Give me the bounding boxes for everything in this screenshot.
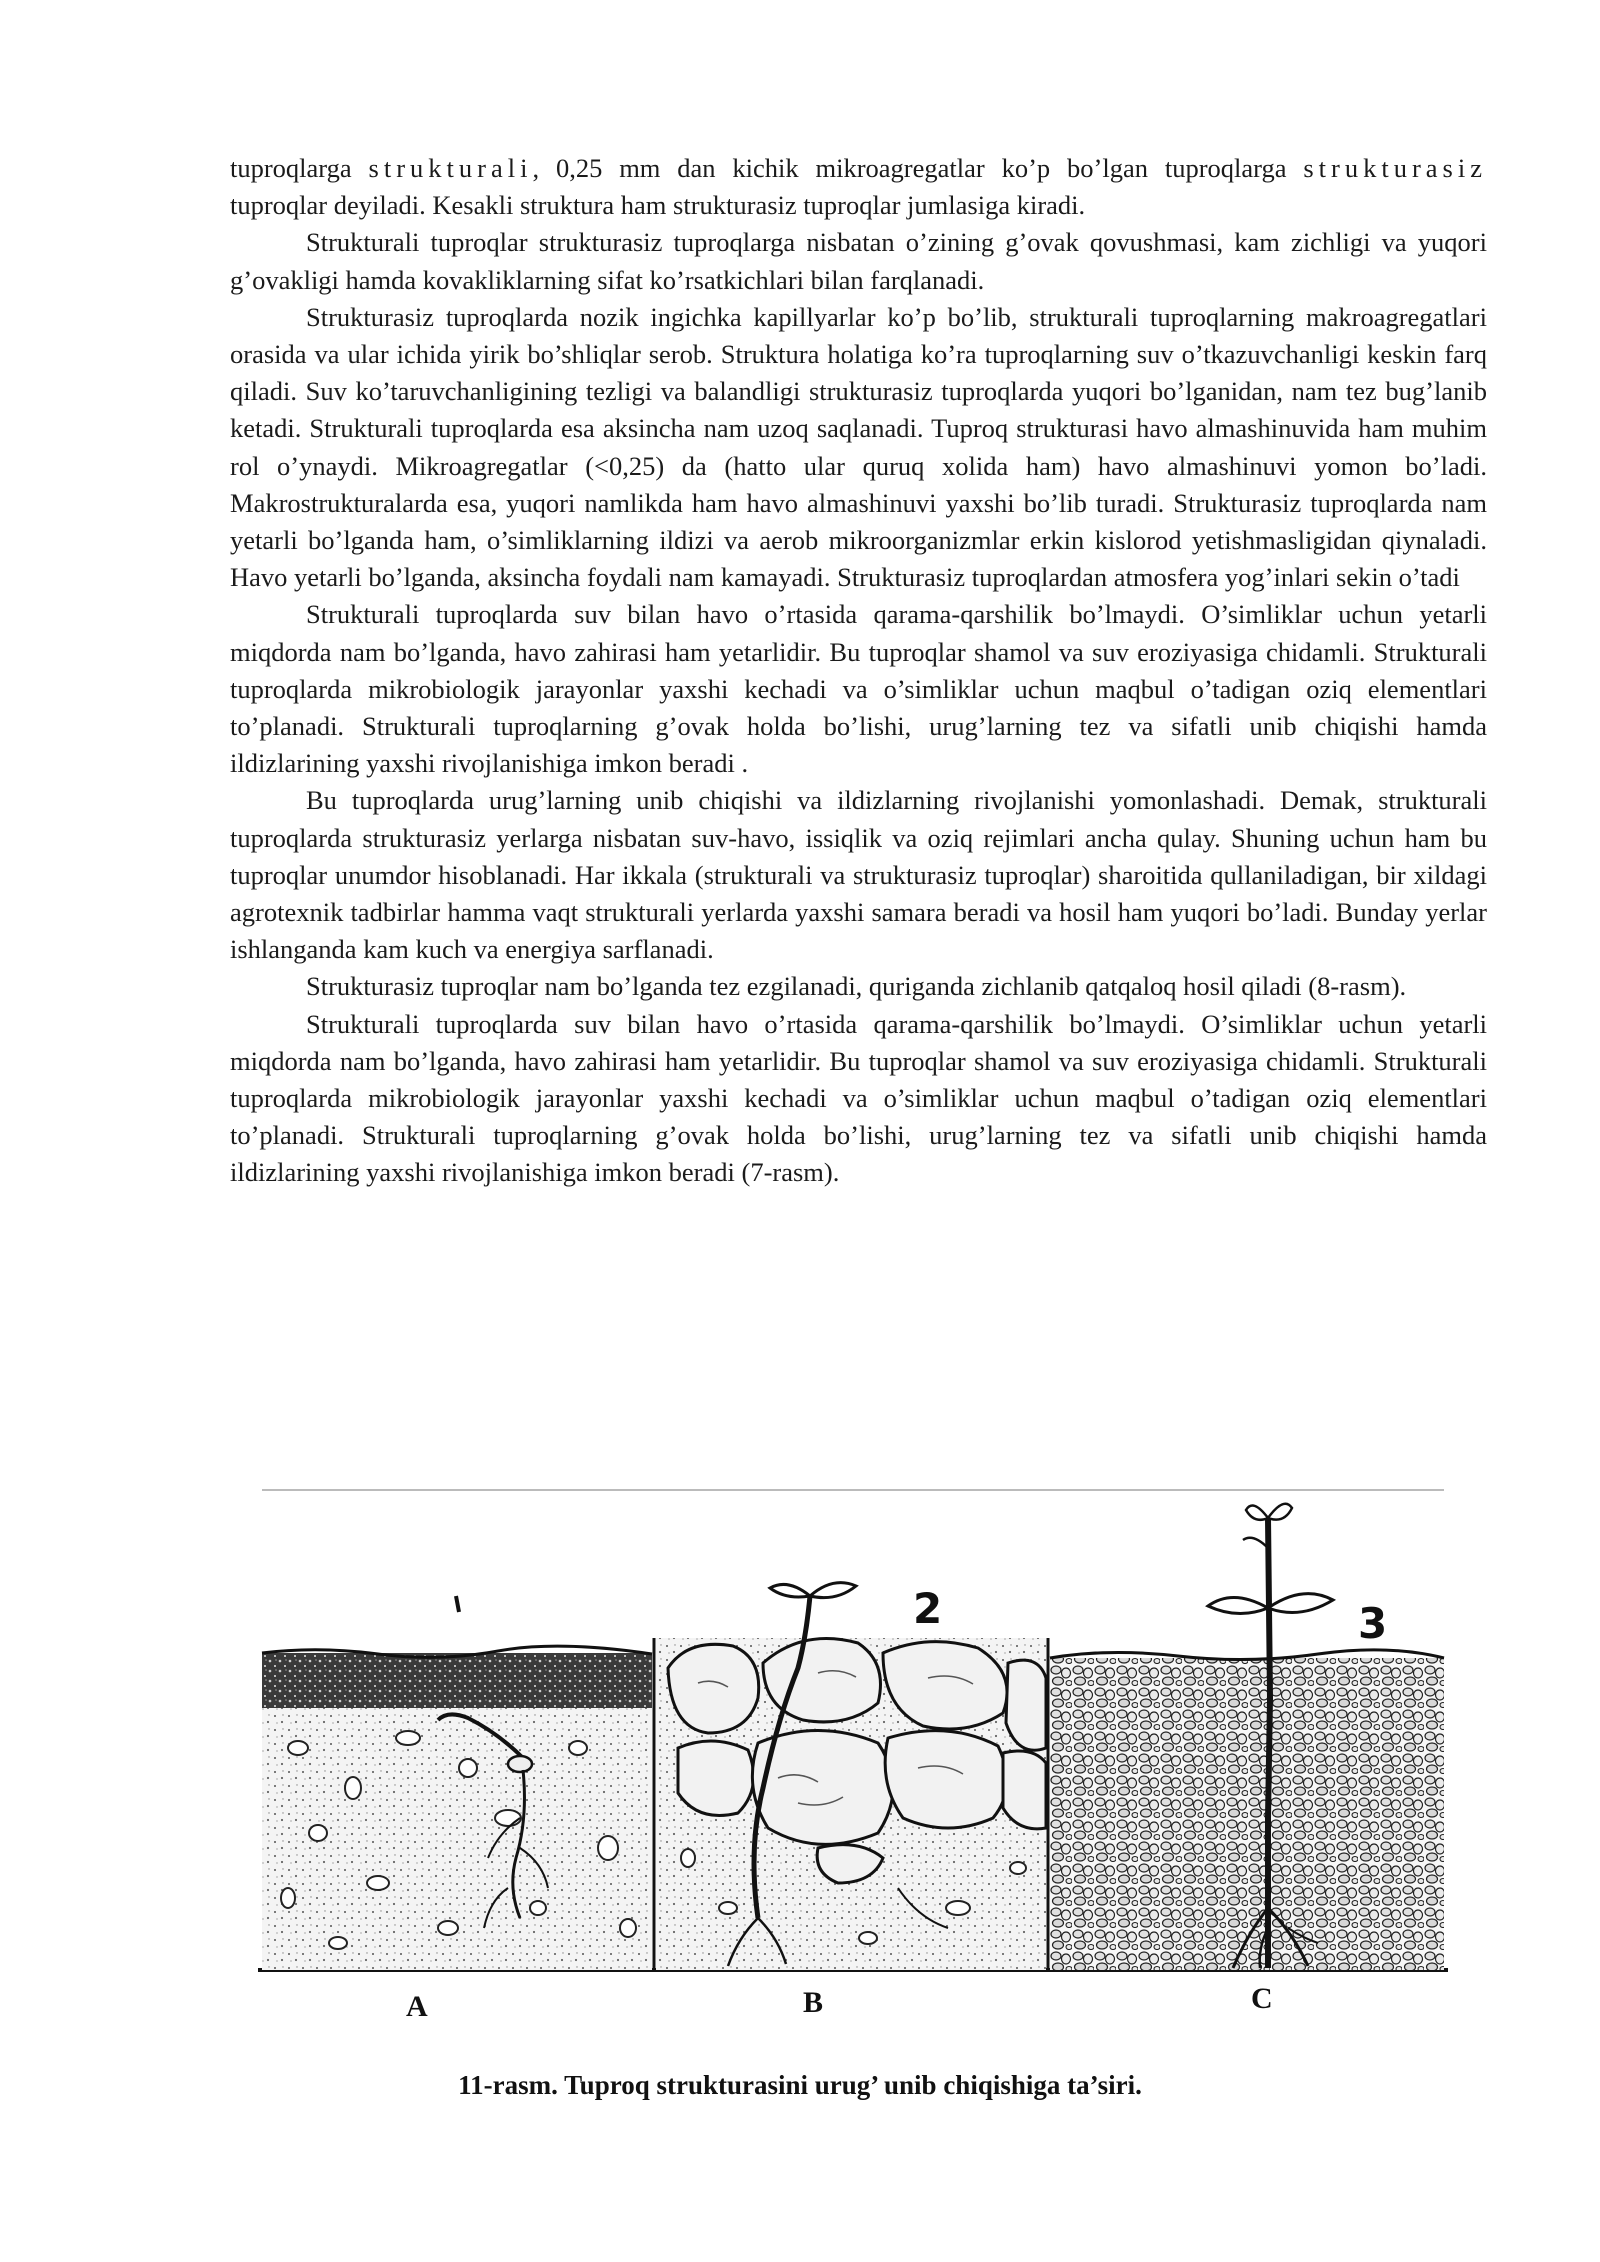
term-strukturali: strukturali [368,153,533,183]
panel-b-cloddy-soil [656,1583,1046,1970]
paragraph-4: Strukturali tuproqlarda suv bilan havo o’rtasida qarama-qarshilik bo’lmaydi. O’simliklar uchun yetarli miqdorda nam bo’lganda, havo zahirasi ham yetarlidir. Bu tuproqlar shamol va suv eroziyasiga chidamli. Strukturali tuproqlarda mikrobiologik jarayonlar yaxshi kechadi va o’simliklar uchun maqbul o’tadigan oziq elementlari to’planadi. Strukturali tuproqlarning g’ovak holda bo’lishi, urug’larning tez va sifatli unib chiqishi hamda ildizlarining yaxshi rivojlanishiga imkon beradi . [230,599,1487,779]
p1-text-c: tuproqlar deyiladi. Kesakli struktura ham strukturasiz tuproqlar jumlasiga kiradi. [230,190,1086,221]
panel-c-crumb-soil [1050,1504,1444,1970]
p1-text-b: , 0,25 mm dan kichik mikroagregatlar ko’p bo’lgan tuproqlarga [532,153,1304,183]
panel-label-b: B [803,1986,824,2019]
paragraph-3: Strukturasiz tuproqlarda nozik ingichka kapillyarlar ko’p bo’lib, strukturali tuproqlarning makroagregatlari orasida va ular ichida yirik bo’shliqlar serob. Struktura holatiga ko’ra tuproqlarning suv o’tkazuvchanligi keskin farq qiladi. Suv ko’taruvchanligining tezligi va balandligi strukturasiz tuproqlarda yuqori bo’lganidan, nam tez bug’lanib ketadi. Strukturali tuproqlarda esa aksincha nam uzoq saqlanadi. Tuproq strukturasi havo almashinuvida ham muhim rol o’ynaydi. Mikroagregatlar (<0,25) da (hatto ular quruq xolida ham) havo almashinuvi yomon bo’ladi. Makrostrukturalarda esa, yuqori namlikda ham havo almashinuvi yaxshi bo’lib turadi. Strukturasiz tuproqlarda nam yetarli bo’lganda ham, o’simliklarning ildizi va aerob mikroorganizmlar erkin kislorod yetishmasligidan qiynaladi. Havo yetarli bo’lganda, aksincha foydali nam kamayadi. Strukturasiz tuproqlardan atmosfera yog’inlari sekin o’tadi [230,301,1487,593]
paragraph-7: Strukturali tuproqlarda suv bilan havo o’rtasida qarama-qarshilik bo’lmaydi. O’simliklar uchun yetarli miqdorda nam bo’lganda, havo zahirasi ham yetarlidir. Bu tuproqlar shamol va suv eroziyasiga chidamli. Strukturali tuproqlarda mikrobiologik jarayonlar yaxshi kechadi va o’simliklar uchun maqbul o’tadigan oziq elementlari to’planadi. Strukturali tuproqlarning g’ovak holda bo’lishi, urug’larning tez va sifatli unib chiqishi hamda ildizlarining yaxshi rivojlanishiga imkon beradi (7-rasm). [230,1008,1487,1188]
panel-label-c: C [1251,1982,1273,2015]
soil-illustration [258,1488,1448,1988]
paragraph-5: Bu tuproqlarda urug’larning unib chiqishi va ildizlarning rivojlanishi yomonlashadi. Demak, strukturali tuproqlarda strukturasiz yerlarga nisbatan suv-havo, issiqlik va oziq rejimlari ancha qulay. Shuning uchun ham bu tuproqlar unumdor hisoblanadi. Har ikkala (strukturali va strukturasiz tuproqlar) sharoitida qullaniladigan, bir xildagi agrotexnik tadbirlar hamma vaqt strukturali yerlarda yaxshi samara beradi va hosil ham yuqori bo’ladi. Bunday yerlar ishlanganda kam kuch va energiya sarflanadi. [230,785,1487,965]
panel-number-2: 2 [913,1584,943,1633]
paragraph-1 [230,150,1487,224]
panel-a-compacted-soil [262,1596,652,1970]
paragraph-2: Strukturali tuproqlar strukturasiz tuproqlarga nisbatan o’zining g’ovak qovushmasi, kam zichligi va yuqori g’ovakligi hamda kovakliklarning sifat ko’rsatkichlari bilan farqlanadi. [230,227,1487,295]
figure-caption: 11-rasm. Tuproq strukturasini urug’ unib chiqishiga ta’siri. [458,2070,1142,2100]
body-text [230,150,1487,1192]
paragraph-6: Strukturasiz tuproqlar nam bo’lganda tez ezgilanadi, quriganda zichlanib qatqaloq hosil qiladi (8-rasm). [306,971,1407,1002]
panel-label-a: A [406,1990,428,2023]
term-strukturasiz: strukturasiz [1303,153,1487,183]
p1-text-a: tuproqlarga [230,153,369,183]
soil-structure-figure [258,1488,1448,2048]
panel-number-3: 3 [1358,1599,1388,1648]
